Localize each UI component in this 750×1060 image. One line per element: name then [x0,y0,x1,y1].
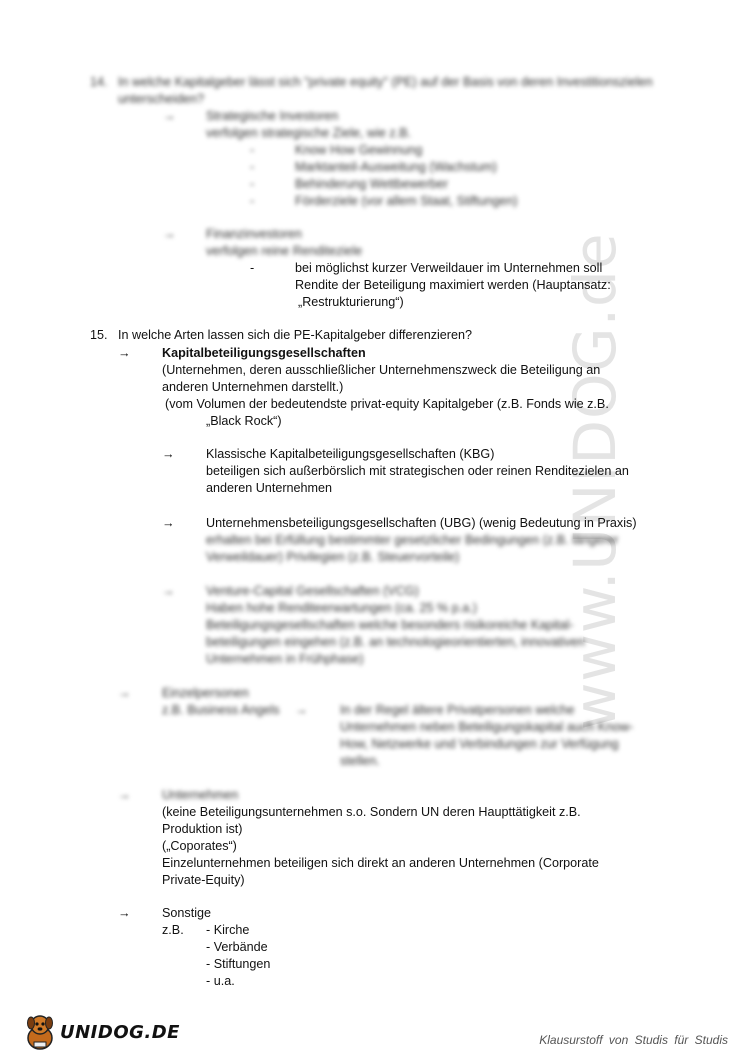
arrow-icon: → [163,227,176,241]
list-dash: - [250,160,255,174]
list-item: Behinderung Wettbewerber [295,177,449,191]
question-text: In welche Arten lassen sich die PE-Kapitalgeber differenzieren? [118,328,473,342]
item-text: anderen Unternehmen darstellt.) [162,380,344,394]
item-title: Unternehmensbeteiligungsgesellschaften (UBG) (wenig Bedeutung in Praxis) [206,516,637,530]
item-text: anderen Unternehmen [206,481,333,495]
list-dash: - [250,261,255,275]
arrow-icon: → [118,906,131,920]
item-title: Unternehmen [162,788,239,802]
item-title: Klassische Kapitalbeteiligungsgesellschaften (KBG) [206,447,495,461]
item-text: beteiligungen eingehen (z.B. an technologieorientierten, innovativen [206,635,585,649]
item-text: „Black Rock“) [206,414,282,428]
item-title: Venture-Capital Gesellschaften (VCG) [206,584,419,598]
question-text: In welche Kapitalgeber lässt sich "private equity" (PE) auf der Basis von deren Investitionszielen [118,75,653,89]
arrow-icon: → [163,109,176,123]
item-title: Finanzinvestoren [206,227,302,241]
item-text: Einzelunternehmen beteiligen sich direkt an anderen Unternehmen (Corporate [162,856,599,870]
item-text: How, Netzwerke und Verbindungen zur Verfügung [340,737,619,751]
list-dash: - [250,177,255,191]
item-text: stellen. [340,754,380,768]
item-text: erhalten bei Erfüllung bestimmter gesetzlicher Bedingungen (z.B. längerer [206,533,619,547]
item-text: verfolgen reine Renditeziele [206,244,363,258]
arrow-icon: → [118,346,131,360]
item-text: (Unternehmen, deren ausschließlicher Unternehmenszweck die Beteiligung an [162,363,601,377]
list-item: - Stiftungen [206,957,271,971]
logo-text: UNIDOG.DE [60,1022,180,1043]
item-text: („Coporates“) [162,839,237,853]
arrow-icon: → [295,703,308,717]
list-item: Marktanteil-Ausweitung (Wachstum) [295,160,497,174]
watermark: www.UNIDOG.de [561,232,629,730]
item-text: bei möglichst kurzer Verweildauer im Unternehmen soll [295,261,603,275]
item-text: Beteiligungsgesellschaften welche besonders risikoreiche Kapital- [206,618,574,632]
unidog-logo [22,1013,180,1053]
arrow-icon: → [118,686,131,700]
item-text: Rendite der Beteiligung maximiert werden (Hauptansatz: [295,278,611,292]
item-text: Unternehmen neben Beteiligungskapital auch Know- [340,720,634,734]
item-text: z.B. [162,923,184,937]
item-text: (vom Volumen der bedeutendste privat-equity Kapitalgeber (z.B. Fonds wie z.B. [165,397,609,411]
question-number: 14. [90,75,108,89]
footer-tagline: Klausurstoff von Studis für Studis [539,1033,728,1047]
arrow-icon: → [118,788,131,802]
item-text: z.B. Business Angels [162,703,280,717]
question-text: unterscheiden? [118,92,205,106]
item-text: Haben hohe Renditeerwartungen (ca. 25 % p.a.) [206,601,477,615]
item-text: beteiligen sich außerbörslich mit strategischen oder reinen Renditezielen an [206,464,629,478]
list-dash: - [250,143,255,157]
arrow-icon: → [162,447,175,461]
item-text: Unternehmen in Frühphase) [206,652,364,666]
arrow-icon: → [162,516,175,530]
list-item: - u.a. [206,974,235,988]
list-item: - Verbände [206,940,268,954]
item-text: Verweildauer) Privilegien (z.B. Steuervorteile) [206,550,460,564]
arrow-icon: → [162,584,175,598]
item-text: (keine Beteiligungsunternehmen s.o. Sondern UN deren Haupttätigkeit z.B. [162,805,581,819]
item-title: Strategische Investoren [206,109,339,123]
item-text: Private-Equity) [162,873,245,887]
item-text: verfolgen strategische Ziele, wie z.B. [206,126,412,140]
list-item: - Kirche [206,923,250,937]
item-text: „Restrukturierung“) [298,295,404,309]
item-title: Sonstige [162,906,212,920]
list-item: Förderziele (vor allem Staat, Stiftungen) [295,194,518,208]
item-text: In der Regel ältere Privatpersonen welche [340,703,575,717]
list-item: Know How Gewinnung [295,143,423,157]
item-text: Produktion ist) [162,822,243,836]
item-title: Kapitalbeteiligungsgesellschaften [162,346,366,360]
list-dash: - [250,194,255,208]
item-title: Einzelpersonen [162,686,249,700]
dog-icon [22,1013,58,1051]
question-number: 15. [90,328,108,342]
